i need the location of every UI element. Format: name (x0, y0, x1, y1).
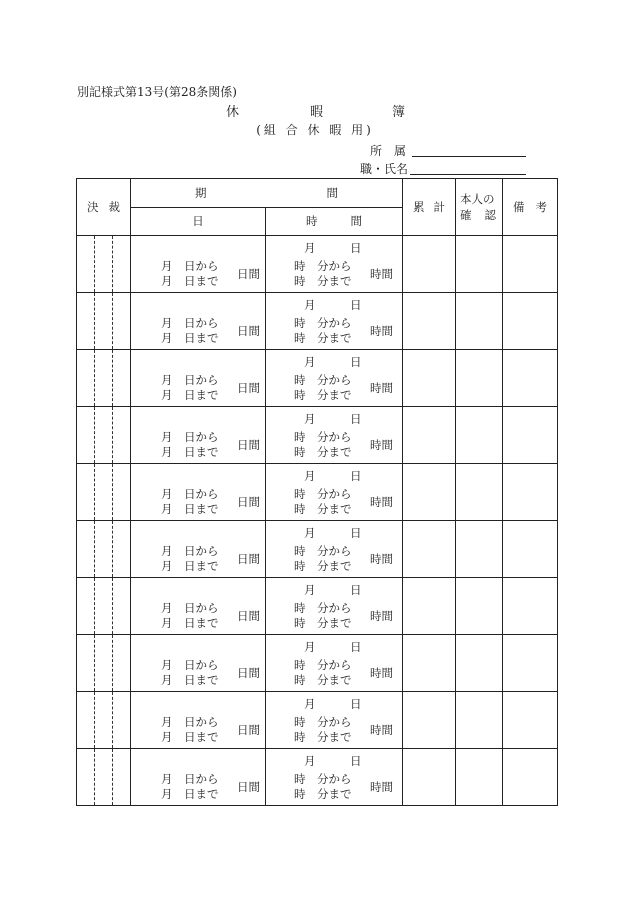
cumulative-cell[interactable] (403, 407, 456, 464)
days-unit-text: 日間 (237, 267, 260, 281)
decision-divider (94, 635, 95, 691)
to-day-text: 月 日まで (161, 445, 219, 459)
header-day: 日 (131, 207, 266, 236)
decision-divider (112, 293, 113, 349)
title-char-1: 休 (226, 105, 240, 120)
cumulative-cell[interactable] (403, 635, 456, 692)
remarks-cell[interactable] (503, 293, 558, 350)
time-date-text: 月 日 (304, 526, 362, 540)
time-cell[interactable] (266, 749, 403, 806)
decision-divider (94, 350, 95, 406)
name-label: 職・氏名 (360, 162, 409, 176)
affiliation-row (370, 142, 406, 159)
from-day-text: 月 日から (161, 601, 219, 615)
from-day-text: 月 日から (161, 772, 219, 786)
time-to-text: 時 分まで (294, 388, 352, 402)
header-period-char-2: 間 (326, 185, 338, 200)
ledger-row (77, 407, 558, 464)
page-subtitle: (組 合 休 暇 用) (256, 123, 374, 137)
days-unit-text: 日間 (237, 552, 260, 566)
hours-unit-text: 時間 (370, 723, 393, 737)
header-time-char-1: 時 (306, 214, 318, 229)
hours-unit-text: 時間 (370, 552, 393, 566)
hours-unit-text: 時間 (370, 438, 393, 452)
remarks-cell[interactable] (503, 350, 558, 407)
decision-cell[interactable] (77, 407, 131, 464)
time-to-text: 時 分まで (294, 787, 352, 801)
ledger-row (77, 350, 558, 407)
days-unit-text: 日間 (237, 780, 260, 794)
header-remarks (503, 179, 558, 236)
days-unit-text: 日間 (237, 495, 260, 509)
days-unit-text: 日間 (237, 381, 260, 395)
from-day-text: 月 日から (161, 487, 219, 501)
hours-unit-text: 時間 (370, 324, 393, 338)
ledger-row (77, 692, 558, 749)
decision-divider (112, 464, 113, 520)
from-day-text: 月 日から (161, 259, 219, 273)
decision-cell[interactable] (77, 521, 131, 578)
ledger-row (77, 293, 558, 350)
form-number-label: 別記様式第13号(第28条関係) (77, 85, 237, 99)
decision-cell[interactable] (77, 749, 131, 806)
name-field[interactable] (410, 160, 526, 175)
header-self-confirm (456, 179, 503, 236)
to-day-text: 月 日まで (161, 616, 219, 630)
decision-divider (112, 635, 113, 691)
day-cell[interactable] (131, 407, 266, 464)
header-decision-char-1: 決 (87, 200, 99, 214)
remarks-cell[interactable] (503, 464, 558, 521)
header-period (131, 179, 403, 208)
days-unit-text: 日間 (237, 609, 260, 623)
decision-divider (112, 578, 113, 634)
remarks-cell[interactable] (503, 407, 558, 464)
to-day-text: 月 日まで (161, 787, 219, 801)
to-day-text: 月 日まで (161, 502, 219, 516)
header-cumulative-char-2: 計 (433, 200, 445, 214)
decision-cell[interactable] (77, 350, 131, 407)
time-from-text: 時 分から (294, 715, 352, 729)
ledger-row (77, 635, 558, 692)
time-cell[interactable] (266, 293, 403, 350)
self-confirm-cell[interactable] (456, 749, 503, 806)
days-unit-text: 日間 (237, 666, 260, 680)
decision-divider (94, 692, 95, 748)
day-cell[interactable] (131, 578, 266, 635)
from-day-text: 月 日から (161, 715, 219, 729)
time-to-text: 時 分まで (294, 274, 352, 288)
decision-divider (94, 749, 95, 805)
from-day-text: 月 日から (161, 373, 219, 387)
from-day-text: 月 日から (161, 430, 219, 444)
time-cell[interactable] (266, 236, 403, 293)
self-confirm-cell[interactable] (456, 578, 503, 635)
cumulative-cell[interactable] (403, 464, 456, 521)
day-cell[interactable] (131, 236, 266, 293)
header-time (266, 207, 403, 236)
from-day-text: 月 日から (161, 316, 219, 330)
time-from-text: 時 分から (294, 316, 352, 330)
day-cell[interactable] (131, 692, 266, 749)
hours-unit-text: 時間 (370, 267, 393, 281)
decision-divider (112, 407, 113, 463)
time-to-text: 時 分まで (294, 673, 352, 687)
remarks-cell[interactable] (503, 236, 558, 293)
decision-divider (112, 692, 113, 748)
decision-divider (94, 236, 95, 292)
time-from-text: 時 分から (294, 487, 352, 501)
title-char-2: 暇 (310, 105, 324, 120)
decision-divider (112, 236, 113, 292)
header-decision-char-2: 裁 (108, 200, 120, 214)
days-unit-text: 日間 (237, 324, 260, 338)
time-date-text: 月 日 (304, 298, 362, 312)
time-date-text: 月 日 (304, 412, 362, 426)
hours-unit-text: 時間 (370, 381, 393, 395)
time-from-text: 時 分から (294, 658, 352, 672)
header-confirm-line1: 本人の (460, 192, 495, 206)
day-cell[interactable] (131, 635, 266, 692)
time-cell[interactable] (266, 692, 403, 749)
time-date-text: 月 日 (304, 241, 362, 255)
decision-divider (94, 464, 95, 520)
to-day-text: 月 日まで (161, 388, 219, 402)
time-date-text: 月 日 (304, 640, 362, 654)
header-confirm-char-2: 認 (484, 208, 496, 222)
affiliation-label: 所 属 (370, 144, 407, 158)
day-cell[interactable] (131, 464, 266, 521)
ledger-row (77, 464, 558, 521)
time-from-text: 時 分から (294, 259, 352, 273)
title-char-3: 簿 (392, 105, 406, 120)
self-confirm-cell[interactable] (456, 407, 503, 464)
affiliation-field[interactable] (412, 142, 526, 157)
self-confirm-cell[interactable] (456, 692, 503, 749)
ledger-row (77, 749, 558, 806)
decision-divider (94, 407, 95, 463)
from-day-text: 月 日から (161, 544, 219, 558)
remarks-cell[interactable] (503, 692, 558, 749)
decision-cell[interactable] (77, 635, 131, 692)
to-day-text: 月 日まで (161, 559, 219, 573)
self-confirm-cell[interactable] (456, 293, 503, 350)
decision-cell[interactable] (77, 464, 131, 521)
from-day-text: 月 日から (161, 658, 219, 672)
header-remarks-char-2: 考 (535, 200, 547, 214)
time-from-text: 時 分から (294, 772, 352, 786)
ledger-body (77, 236, 558, 806)
header-remarks-char-1: 備 (513, 200, 525, 214)
time-from-text: 時 分から (294, 544, 352, 558)
to-day-text: 月 日まで (161, 673, 219, 687)
decision-cell[interactable] (77, 692, 131, 749)
cumulative-cell[interactable] (403, 578, 456, 635)
time-date-text: 月 日 (304, 697, 362, 711)
header-decision (77, 179, 131, 236)
decision-divider (112, 521, 113, 577)
time-date-text: 月 日 (304, 469, 362, 483)
time-cell[interactable] (266, 578, 403, 635)
days-unit-text: 日間 (237, 723, 260, 737)
hours-unit-text: 時間 (370, 609, 393, 623)
time-cell[interactable] (266, 635, 403, 692)
time-cell[interactable] (266, 350, 403, 407)
time-cell[interactable] (266, 521, 403, 578)
to-day-text: 月 日まで (161, 730, 219, 744)
hours-unit-text: 時間 (370, 780, 393, 794)
time-to-text: 時 分まで (294, 616, 352, 630)
remarks-cell[interactable] (503, 749, 558, 806)
cumulative-cell[interactable] (403, 521, 456, 578)
header-cumulative (403, 179, 456, 236)
cumulative-cell[interactable] (403, 692, 456, 749)
day-cell[interactable] (131, 293, 266, 350)
decision-divider (112, 350, 113, 406)
cumulative-cell[interactable] (403, 236, 456, 293)
time-from-text: 時 分から (294, 430, 352, 444)
time-cell[interactable] (266, 407, 403, 464)
hours-unit-text: 時間 (370, 495, 393, 509)
to-day-text: 月 日まで (161, 331, 219, 345)
ledger-row (77, 521, 558, 578)
remarks-cell[interactable] (503, 578, 558, 635)
self-confirm-cell[interactable] (456, 464, 503, 521)
decision-divider (94, 578, 95, 634)
cumulative-cell[interactable] (403, 350, 456, 407)
decision-cell[interactable] (77, 293, 131, 350)
cumulative-cell[interactable] (403, 749, 456, 806)
ledger-row (77, 578, 558, 635)
time-to-text: 時 分まで (294, 559, 352, 573)
days-unit-text: 日間 (237, 438, 260, 452)
hours-unit-text: 時間 (370, 666, 393, 680)
name-row (360, 160, 408, 177)
time-from-text: 時 分から (294, 601, 352, 615)
header-time-char-2: 間 (350, 214, 362, 229)
self-confirm-cell[interactable] (456, 635, 503, 692)
remarks-cell[interactable] (503, 635, 558, 692)
decision-cell[interactable] (77, 578, 131, 635)
remarks-cell[interactable] (503, 521, 558, 578)
ledger-row (77, 236, 558, 293)
decision-divider (94, 293, 95, 349)
self-confirm-cell[interactable] (456, 350, 503, 407)
leave-ledger-table (76, 178, 558, 806)
time-to-text: 時 分まで (294, 730, 352, 744)
day-cell[interactable] (131, 521, 266, 578)
to-day-text: 月 日まで (161, 274, 219, 288)
decision-cell[interactable] (77, 236, 131, 293)
cumulative-cell[interactable] (403, 293, 456, 350)
time-date-text: 月 日 (304, 355, 362, 369)
self-confirm-cell[interactable] (456, 521, 503, 578)
time-to-text: 時 分まで (294, 445, 352, 459)
header-confirm-char-1: 確 (460, 208, 472, 222)
time-date-text: 月 日 (304, 583, 362, 597)
header-cumulative-char-1: 累 (413, 200, 425, 214)
time-to-text: 時 分まで (294, 502, 352, 516)
self-confirm-cell[interactable] (456, 236, 503, 293)
time-cell[interactable] (266, 464, 403, 521)
time-to-text: 時 分まで (294, 331, 352, 345)
decision-divider (94, 521, 95, 577)
time-date-text: 月 日 (304, 754, 362, 768)
day-cell[interactable] (131, 749, 266, 806)
header-period-char-1: 期 (195, 185, 207, 200)
day-cell[interactable] (131, 350, 266, 407)
decision-divider (112, 749, 113, 805)
time-from-text: 時 分から (294, 373, 352, 387)
